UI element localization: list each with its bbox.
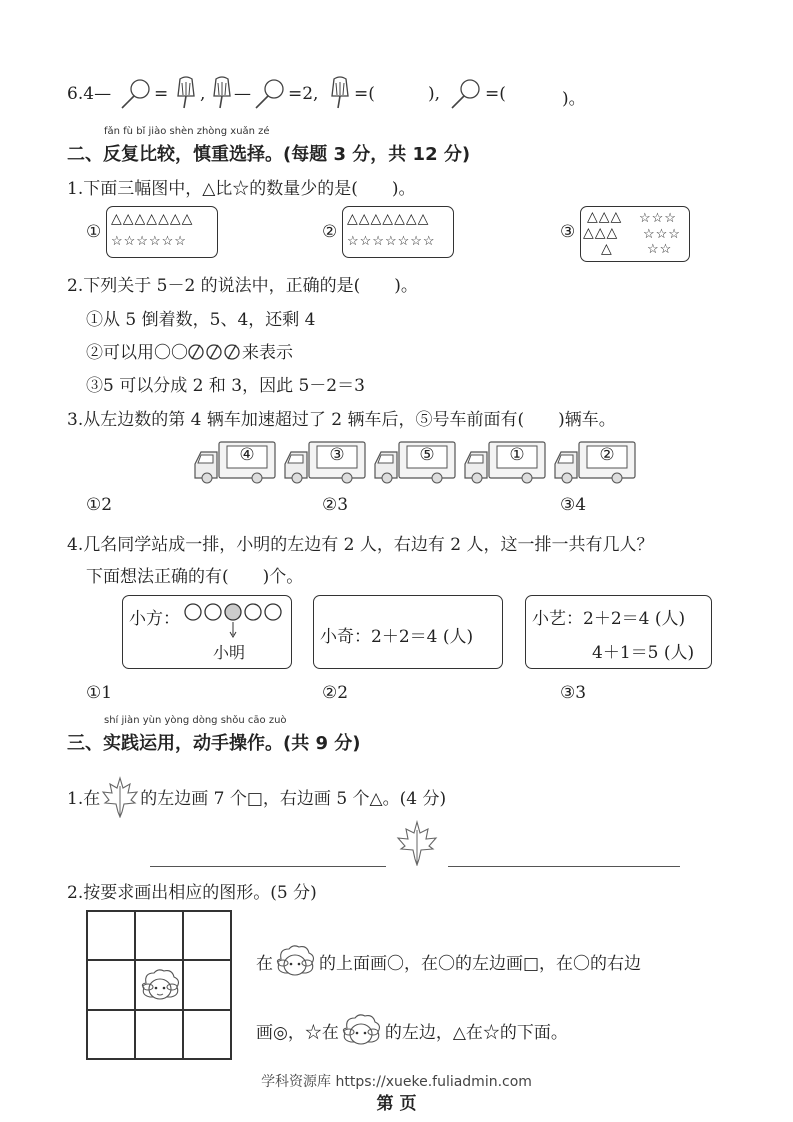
star-row: ☆☆☆☆☆☆	[111, 234, 187, 249]
grid-cell[interactable]	[183, 911, 231, 960]
answer-line-right[interactable]	[448, 866, 680, 867]
xiaoming-label: 小明	[213, 643, 246, 662]
sheep-icon	[138, 967, 182, 1005]
grid-cell[interactable]	[87, 1010, 135, 1059]
grid-cell[interactable]	[135, 911, 183, 960]
truck-number: ③	[329, 445, 345, 465]
grid-cell[interactable]	[135, 1010, 183, 1059]
s2q1-text: 1.下面三幅图中，△比☆的数量少的是( )。	[67, 179, 416, 199]
s2q4-box-xiaoyi	[525, 595, 712, 669]
s2q3-opt2: ②3	[322, 495, 349, 515]
lollipop-icon	[448, 78, 482, 110]
q6-eq4: =(	[485, 84, 506, 104]
drawing-grid[interactable]	[86, 910, 232, 1060]
truck	[553, 440, 637, 484]
lollipop-icon	[118, 78, 152, 110]
q6-number: 6.	[67, 84, 84, 104]
sheep-icon	[339, 1012, 385, 1052]
popsicle-icon	[326, 76, 354, 110]
grid-cell[interactable]	[87, 911, 135, 960]
truck	[193, 440, 277, 484]
watermark[interactable]: 学科资源库 https://xueke.fuliadmin.com	[261, 1074, 532, 1090]
s2q3-opt1: ①2	[86, 495, 113, 515]
triangle-group: △△△	[587, 209, 623, 225]
s2q4-opt3: ③3	[560, 683, 587, 703]
s2q2-text: 2.下列关于 5－2 的说法中，正确的是( )。	[67, 276, 418, 296]
s2q1-opt3-box	[580, 206, 690, 262]
s2q1-opt2-box	[342, 206, 454, 258]
xiaoyi-line2: 4＋1＝5 (人)	[592, 643, 695, 663]
s3q2-text: 2.按要求画出相应的图形。(5 分)	[67, 883, 317, 903]
star-group: ☆☆☆	[639, 211, 677, 226]
truck	[283, 440, 367, 484]
q6-eq3: =(	[354, 84, 375, 104]
q6-close1: ),	[428, 84, 441, 104]
s2q1-opt1-label: ①	[86, 222, 102, 242]
page-number: 第 页	[376, 1094, 417, 1114]
s2q4-box-xiaoqi	[313, 595, 503, 669]
q6-minus2: —	[234, 84, 251, 104]
grid-cell-center[interactable]	[135, 960, 183, 1009]
star-row: ☆☆☆☆☆☆☆	[347, 234, 436, 249]
q6-close2: )。	[562, 89, 586, 109]
s2q1-opt1-box	[106, 206, 218, 258]
star-group: ☆☆☆	[643, 227, 681, 242]
q6-line	[67, 84, 111, 104]
s2q4-opt2: ②2	[322, 683, 349, 703]
truck-number: ④	[239, 445, 255, 465]
s3q1-line: 1.在 的左边画 7 个□，右边画 5 个△。(4 分)	[67, 776, 446, 818]
q6-a: 4	[83, 84, 95, 104]
s2q2-opt2: ②可以用〇〇 来表示	[86, 343, 293, 363]
triangle-group: △△△	[583, 225, 619, 241]
s2q2-opt1: ①从 5 倒着数，5、4，还剩 4	[86, 310, 316, 330]
truck-number: ②	[599, 445, 615, 465]
s2q4-box-xiaofang	[122, 595, 292, 669]
section2-title: 二、反复比较，慎重选择。(每题 3 分，共 12 分)	[67, 144, 471, 165]
triangle-row: △△△△△△△	[111, 211, 194, 227]
s3q2-line1: 在 的上面画〇，在〇的左边画□，在〇的右边	[256, 943, 641, 983]
q6-eq: =	[154, 84, 169, 104]
q6-comma: ,	[200, 84, 206, 104]
crossed-circles-icon	[188, 343, 242, 361]
s3q2-line2: 画◎，☆在 的左边，△在☆的下面。	[256, 1012, 568, 1052]
star-group: ☆☆	[647, 242, 673, 257]
s2q3-text: 3.从左边数的第 4 辆车加速超过了 2 辆车后，⑤号车前面有( )辆车。	[67, 410, 616, 430]
answer-line-left[interactable]	[150, 866, 386, 867]
truck	[463, 440, 547, 484]
section3-title: 三、实践运用，动手操作。(共 9 分)	[67, 733, 361, 754]
lollipop-icon	[252, 78, 286, 110]
section2-pinyin: fǎn fù bǐ jiào shèn zhòng xuǎn zé	[104, 126, 270, 137]
popsicle-icon	[208, 76, 236, 110]
truck-number: ①	[509, 445, 525, 465]
maple-leaf-icon	[100, 776, 140, 818]
s2q3-opt3: ③4	[560, 495, 587, 515]
sheep-icon	[273, 943, 319, 983]
s2q1-opt3-label: ③	[560, 222, 576, 242]
grid-cell[interactable]	[183, 1010, 231, 1059]
s2q4-text2: 下面想法正确的有( )个。	[86, 567, 304, 587]
circle-row-icon	[183, 602, 285, 622]
maple-leaf-icon	[395, 820, 439, 866]
truck-number: ⑤	[419, 445, 435, 465]
xiaofang-label: 小方：	[129, 609, 180, 629]
q6-eq2: =2,	[288, 84, 319, 104]
q6-minus: —	[94, 84, 112, 104]
s2q4-opt1: ①1	[86, 683, 113, 703]
xiaoyi-line1: 小艺：2＋2＝4 (人)	[532, 609, 686, 629]
triangle-row: △△△△△△△	[347, 211, 430, 227]
truck	[373, 440, 457, 484]
triangle-group: △	[601, 241, 613, 257]
s2q4-text: 4.几名同学站成一排，小明的左边有 2 人，右边有 2 人，这一排一共有几人？	[67, 535, 654, 555]
xiaoqi-text: 小奇：2＋2＝4 (人)	[320, 627, 474, 647]
grid-cell[interactable]	[183, 960, 231, 1009]
popsicle-icon	[172, 76, 200, 110]
grid-cell[interactable]	[87, 960, 135, 1009]
s2q2-opt3: ③5 可以分成 2 和 3，因此 5－2＝3	[86, 376, 365, 396]
section3-pinyin: shí jiàn yùn yòng dòng shǒu cāo zuò	[104, 715, 287, 726]
s2q1-opt2-label: ②	[322, 222, 338, 242]
arrow-down-icon	[228, 622, 238, 638]
